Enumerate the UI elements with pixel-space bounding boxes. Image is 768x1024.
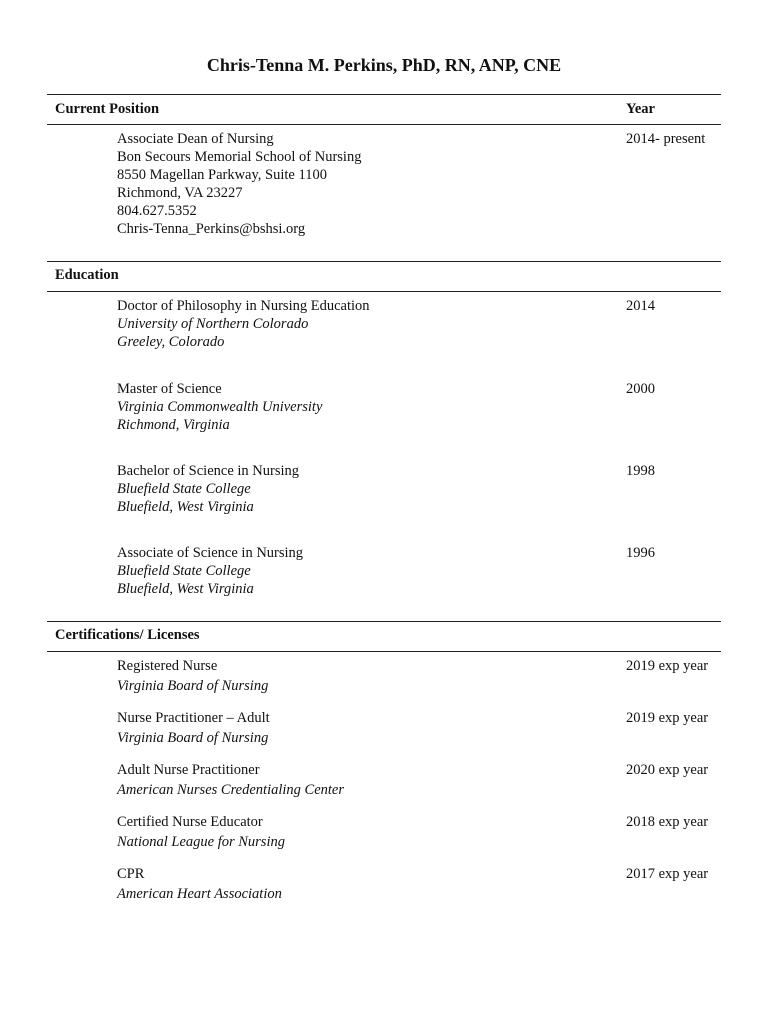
certification-name: Adult Nurse Practitioner (117, 762, 260, 778)
section-heading-current-position: Current Position (55, 101, 160, 117)
certification-year: 2019 exp year (626, 658, 709, 674)
position-title: Associate Dean of Nursing (117, 131, 274, 147)
email-address: Chris-Tenna_Perkins@bshsi.org (117, 221, 306, 237)
certification-year: 2018 exp year (626, 814, 709, 830)
certification-name: Registered Nurse (117, 658, 218, 674)
certification-issuer: American Nurses Credentialing Center (117, 782, 345, 798)
section-heading-education: Education (55, 267, 119, 283)
section-divider (47, 94, 721, 95)
certification-name: Certified Nurse Educator (117, 814, 263, 830)
section-divider (47, 621, 721, 622)
section-heading-certifications: Certifications/ Licenses (55, 627, 200, 643)
employer-name: Bon Secours Memorial School of Nursing (117, 149, 362, 165)
education-degree: Associate of Science in Nursing (117, 545, 304, 561)
education-location: Bluefield, West Virginia (117, 581, 254, 597)
section-divider (47, 651, 721, 652)
certification-issuer: Virginia Board of Nursing (117, 678, 269, 694)
certification-issuer: American Heart Association (117, 886, 282, 902)
certification-year: 2019 exp year (626, 710, 709, 726)
address-line-1: 8550 Magellan Parkway, Suite 1100 (117, 167, 327, 183)
education-school: Bluefield State College (117, 481, 251, 497)
year-column-heading: Year (626, 101, 655, 117)
education-location: Greeley, Colorado (117, 334, 225, 350)
certification-name: Nurse Practitioner – Adult (117, 710, 270, 726)
section-divider (47, 124, 721, 125)
education-school: University of Northern Colorado (117, 316, 309, 332)
education-school: Bluefield State College (117, 563, 251, 579)
education-year: 1996 (626, 545, 655, 561)
education-school: Virginia Commonwealth University (117, 399, 323, 415)
education-year: 1998 (626, 463, 655, 479)
education-degree: Bachelor of Science in Nursing (117, 463, 300, 479)
education-location: Richmond, Virginia (117, 417, 230, 433)
certification-name: CPR (117, 866, 145, 882)
education-location: Bluefield, West Virginia (117, 499, 254, 515)
education-year: 2000 (626, 381, 655, 397)
phone-number: 804.627.5352 (117, 203, 197, 219)
certification-year: 2020 exp year (626, 762, 709, 778)
position-year: 2014- present (626, 131, 706, 147)
education-year: 2014 (626, 298, 655, 314)
education-degree: Master of Science (117, 381, 222, 397)
address-line-2: Richmond, VA 23227 (117, 185, 243, 201)
certification-issuer: Virginia Board of Nursing (117, 730, 269, 746)
section-divider (47, 291, 721, 292)
section-divider (47, 261, 721, 262)
certification-year: 2017 exp year (626, 866, 709, 882)
education-degree: Doctor of Philosophy in Nursing Education (117, 298, 370, 314)
page-title: Chris-Tenna M. Perkins, PhD, RN, ANP, CNE (206, 55, 562, 75)
certification-issuer: National League for Nursing (117, 834, 285, 850)
